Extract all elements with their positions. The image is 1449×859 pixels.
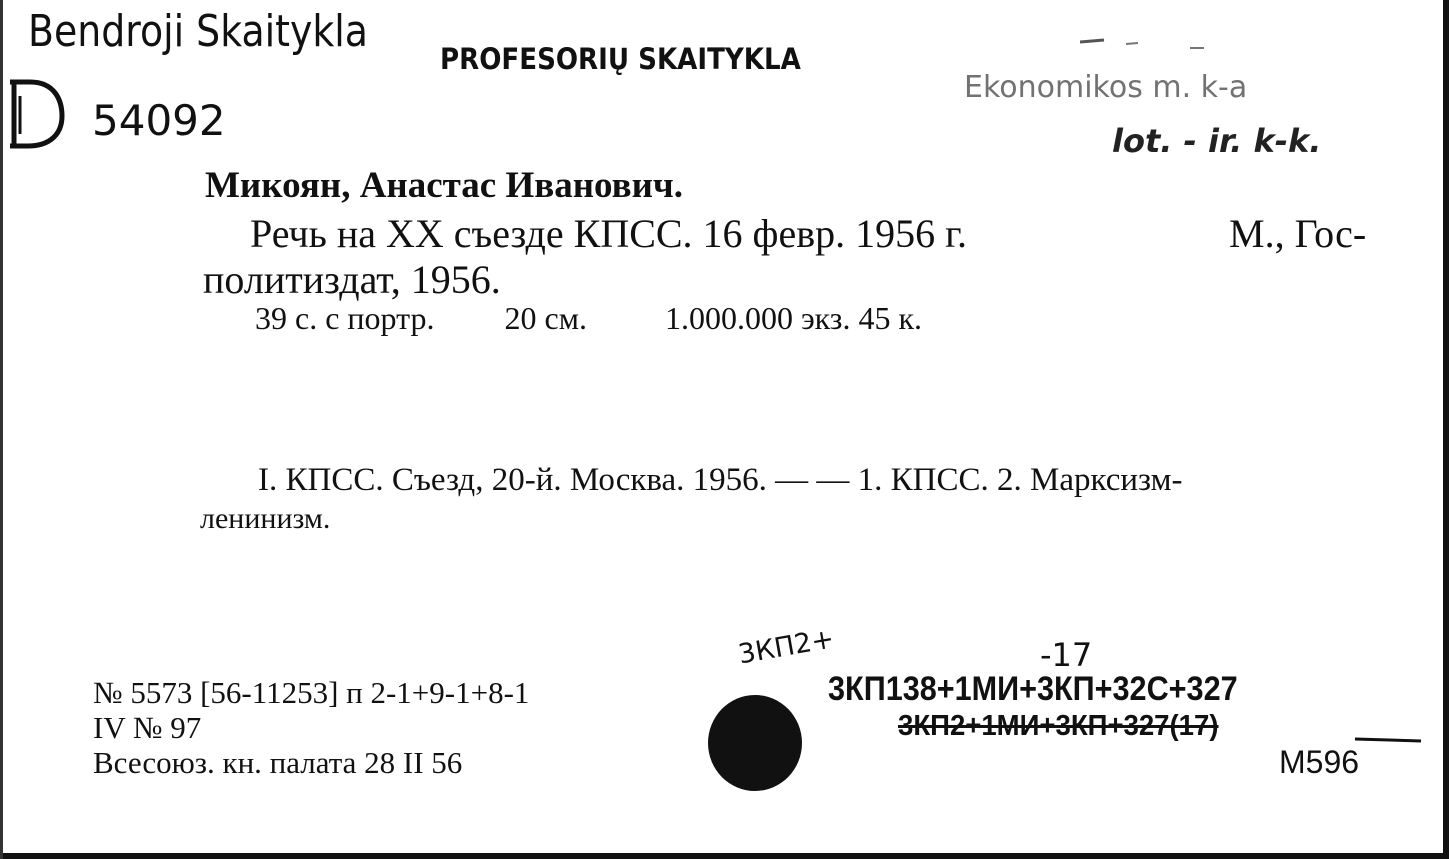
collation-size: 20 см. bbox=[504, 300, 587, 336]
title-line-2: политиздат, 1956. bbox=[203, 257, 501, 302]
distribution-code: 3КП138+1МИ+3КП+32С+327 bbox=[828, 670, 1238, 708]
author-heading: Микоян, Анастас Иванович. bbox=[205, 165, 684, 206]
title-line-1: Речь на XX съезде КПСС. 16 февр. 1956 г. bbox=[250, 211, 968, 256]
d-mark-icon bbox=[6, 76, 70, 152]
language-stamp: lot. - ir. k-k. bbox=[1112, 122, 1322, 160]
registration-series: IV № 97 bbox=[93, 710, 202, 745]
registration-number: № 5573 [56-11253] п 2-1+9-1+8-1 bbox=[93, 675, 530, 710]
handwritten-correction: -17 bbox=[1040, 636, 1093, 674]
reading-room-stamp: PROFESORIŲ SKAITYKLA bbox=[440, 42, 801, 76]
registration-chamber: Всесоюз. кн. палата 28 II 56 bbox=[93, 745, 463, 780]
subject-tracing-line-2: ленинизм. bbox=[200, 502, 331, 535]
collation bbox=[255, 300, 922, 337]
punch-hole bbox=[708, 695, 802, 791]
library-stamp: Bendroji Skaitykla bbox=[28, 6, 368, 57]
collation-print-run: 1.000.000 экз. 45 к. bbox=[664, 300, 922, 336]
publication-place: М., Гос- bbox=[1229, 211, 1367, 256]
card-edge bbox=[0, 0, 3, 859]
collation-pages: 39 с. с портр. bbox=[255, 300, 435, 336]
handwritten-note: 3КП2+ bbox=[736, 623, 837, 671]
card-code: М596 bbox=[1279, 744, 1360, 780]
strike-line bbox=[1355, 736, 1423, 744]
department-stamp: Ekonomikos m. k-a bbox=[964, 70, 1248, 105]
subject-tracing-line-1: I. КПСС. Съезд, 20-й. Москва. 1956. — — 1. КПСС. 2. Марксизм- bbox=[258, 462, 1183, 498]
call-number: 54092 bbox=[92, 96, 226, 145]
faded-marks bbox=[1080, 34, 1260, 52]
struck-distribution-code: 3КП2+1МИ+3КП+327(17) bbox=[898, 710, 1219, 742]
